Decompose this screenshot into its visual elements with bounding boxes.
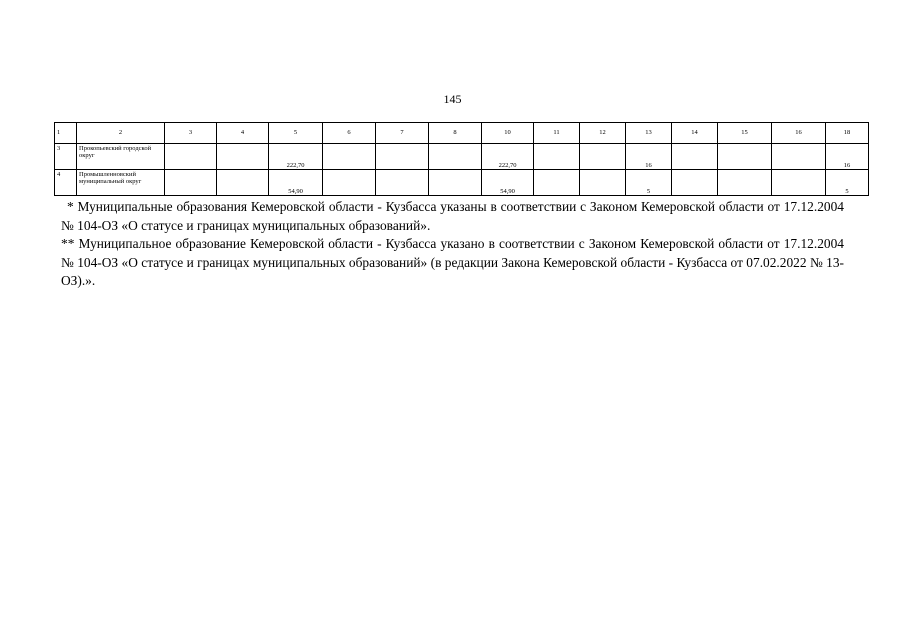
column-header: 4	[217, 123, 269, 144]
column-header: 2	[77, 123, 165, 144]
table-cell	[718, 144, 772, 170]
table-cell: 222,70	[269, 144, 323, 170]
table-cell: 54,90	[269, 170, 323, 196]
table-cell	[718, 170, 772, 196]
table-cell: Прокопьевский городской округ	[77, 144, 165, 170]
table-cell	[165, 170, 217, 196]
column-header: 14	[672, 123, 718, 144]
table-cell	[376, 144, 429, 170]
table-cell	[217, 144, 269, 170]
table-cell	[534, 144, 580, 170]
table-cell	[217, 170, 269, 196]
column-header: 1	[55, 123, 77, 144]
column-header: 5	[269, 123, 323, 144]
table-cell: 5	[626, 170, 672, 196]
table-cell	[534, 170, 580, 196]
data-table	[54, 122, 869, 196]
table-cell	[429, 170, 482, 196]
column-header: 18	[826, 123, 869, 144]
page-number: 145	[443, 92, 462, 106]
column-header: 3	[165, 123, 217, 144]
table-cell: Промышленновский муниципальный округ	[77, 170, 165, 196]
table-cell: 16	[826, 144, 869, 170]
table-header-row	[55, 123, 869, 144]
table-cell	[376, 170, 429, 196]
table-cell	[580, 170, 626, 196]
table-cell: 3	[55, 144, 77, 170]
table-row	[55, 170, 869, 196]
table-cell	[323, 144, 376, 170]
footnote-double-asterisk: ** Муниципальное образование Кемеровской области - Кузбасса указано в соответствии с Законом Кемеровской области от 17.12.2004 № 104-ОЗ «О статусе и границах муниципальных образований» (в редакции Закона Кемеровской области - Кузбасса от 07.02.2022 № 13-ОЗ).».	[61, 236, 844, 288]
footnote-single-asterisk: * Муниципальные образования Кемеровской области - Кузбасса указаны в соответствии с Законом Кемеровской области от 17.12.2004 № 104-ОЗ «О статусе и границах муниципальных образований».	[61, 199, 844, 233]
table-row	[55, 144, 869, 170]
column-header: 13	[626, 123, 672, 144]
table-cell	[672, 170, 718, 196]
column-header: 10	[482, 123, 534, 144]
table-cell	[429, 144, 482, 170]
table-cell	[672, 144, 718, 170]
column-header: 7	[376, 123, 429, 144]
table-cell	[772, 170, 826, 196]
table-cell	[165, 144, 217, 170]
column-header: 11	[534, 123, 580, 144]
table-cell	[772, 144, 826, 170]
table-cell: 54,90	[482, 170, 534, 196]
column-header: 8	[429, 123, 482, 144]
table-cell: 16	[626, 144, 672, 170]
table-cell: 222,70	[482, 144, 534, 170]
table-cell	[580, 144, 626, 170]
column-header: 6	[323, 123, 376, 144]
table-cell: 5	[826, 170, 869, 196]
column-header: 15	[718, 123, 772, 144]
table-cell	[323, 170, 376, 196]
footnotes	[61, 198, 844, 291]
column-header: 16	[772, 123, 826, 144]
column-header: 12	[580, 123, 626, 144]
table-cell: 4	[55, 170, 77, 196]
